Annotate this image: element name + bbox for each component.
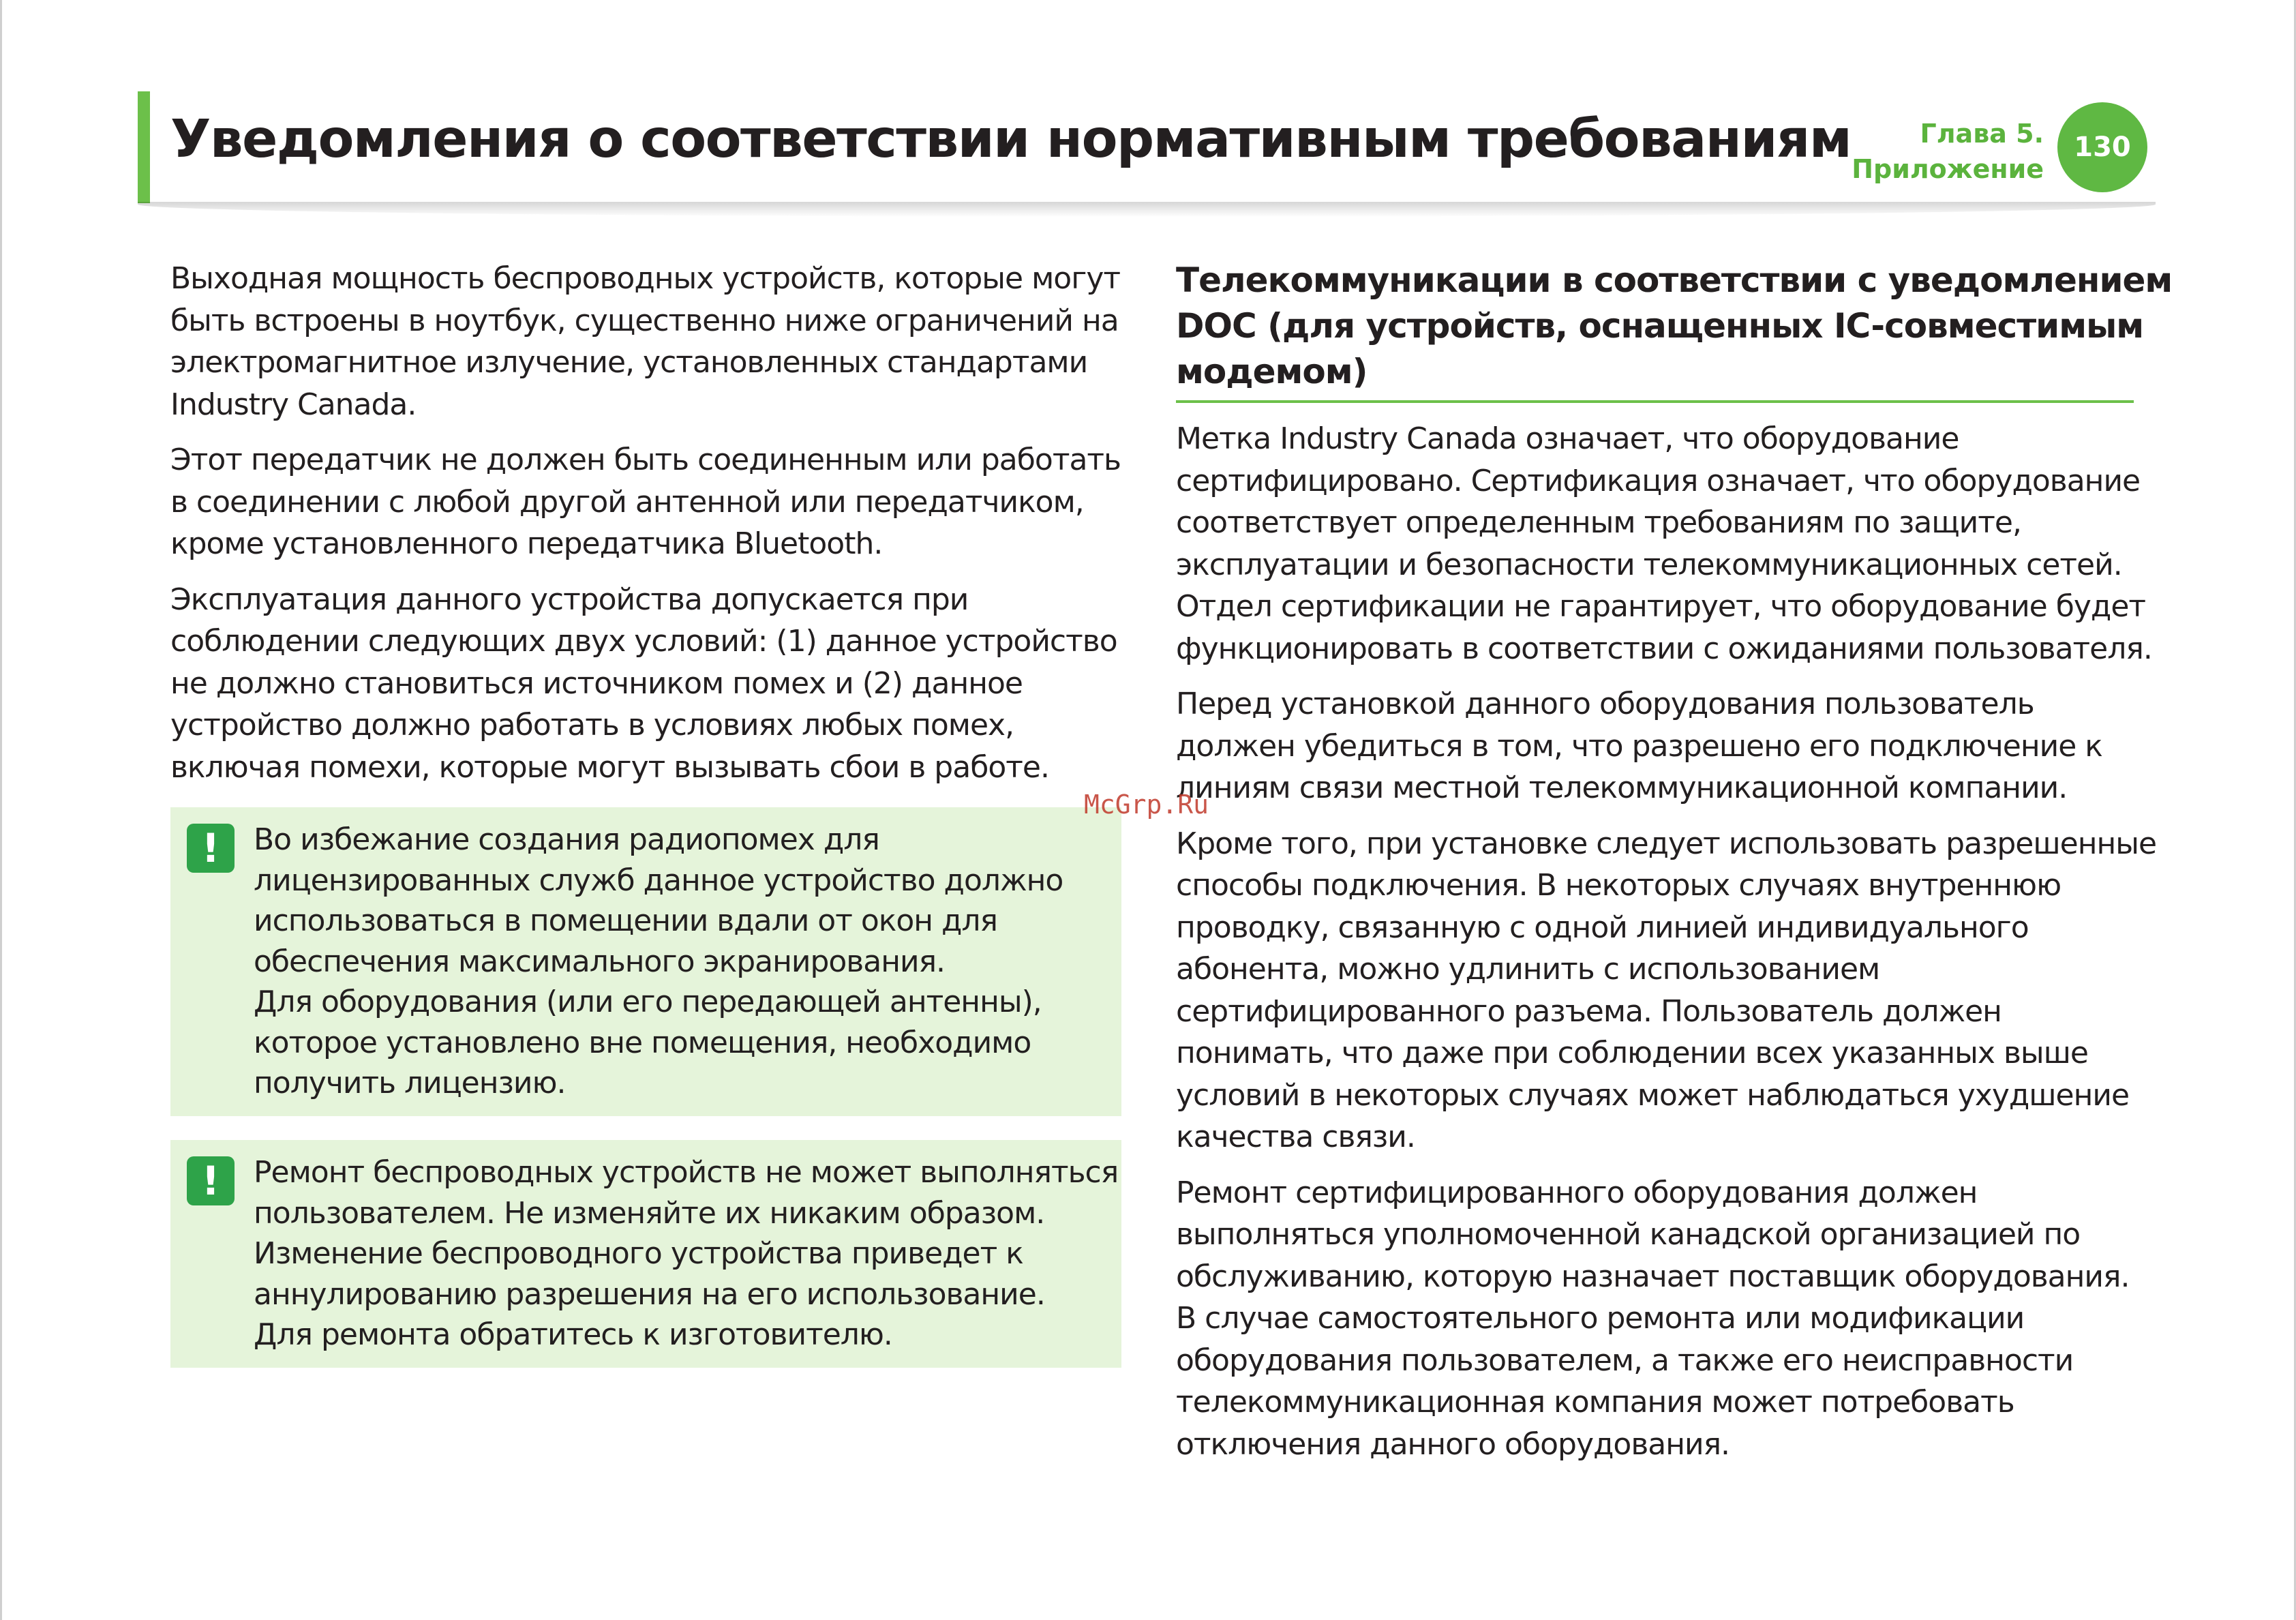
text-line: функционировать в соответствии с ожиданиями пользователя. xyxy=(1176,631,2152,666)
text-line: Телекоммуникации в соответствии с уведомлением xyxy=(1176,260,2173,300)
text-line: Для оборудования (или его передающей антенны), xyxy=(254,985,1042,1019)
text-line: обеспечения максимального экранирования. xyxy=(254,944,946,979)
text-line: понимать, что даже при соблюдении всех указанных выше xyxy=(1176,1036,2088,1070)
paragraph xyxy=(170,579,1125,789)
text-line: сертифицированного разъема. Пользователь должен xyxy=(1176,993,2002,1029)
text-line: Ремонт беспроводных устройств не может выполняться xyxy=(254,1155,1119,1190)
text-line: Эксплуатация данного устройства допускается при xyxy=(170,582,969,617)
text-line: Ремонт сертифицированного оборудования должен xyxy=(1176,1175,1978,1210)
text-line: сертифицировано. Сертификация означает, что оборудование xyxy=(1176,463,2141,498)
text-line: электромагнитное излучение, установленных стандартами xyxy=(170,345,1088,380)
text-line: Этот передатчик не должен быть соединенным или работать xyxy=(170,442,1121,477)
section-title xyxy=(1176,258,2173,403)
text-line: Industry Canada. xyxy=(170,387,417,422)
text-line: которое установлено вне помещения, необходимо xyxy=(254,1025,1031,1060)
exclamation-icon: ! xyxy=(187,824,235,873)
text-line: включая помехи, которые могут вызывать сбои в работе. xyxy=(170,749,1049,785)
paragraph xyxy=(1176,418,2152,670)
text-line: соответствует определенным требованиям по защите, xyxy=(1176,505,2021,540)
text-line: DOC (для устройств, оснащенных IC-совместимым xyxy=(1176,306,2144,346)
text-line: выполняться уполномоченной канадской организацией по xyxy=(1176,1217,2081,1252)
text-line: качества связи. xyxy=(1176,1120,1415,1154)
text-line: Отдел сертификации не гарантирует, что оборудование будет xyxy=(1176,589,2146,624)
text-line: использоваться в помещении вдали от окон для xyxy=(254,903,998,938)
text-line: проводку, связанную с одной линией индивидуального xyxy=(1176,910,2029,945)
warning-note xyxy=(170,1140,1121,1368)
text-line: Во избежание создания радиопомех для xyxy=(254,822,879,857)
text-line: в соединении с любой другой антенной или передатчиком, xyxy=(170,484,1084,520)
chapter-label xyxy=(1852,116,2044,187)
right-column xyxy=(1176,258,2173,1479)
paragraph xyxy=(1176,683,2134,809)
text-line: кроме установленного передатчика Bluetooth. xyxy=(170,526,883,561)
page-edge-left xyxy=(0,0,2,1620)
chapter-number: Глава 5. xyxy=(1920,119,2044,149)
text-line: Для ремонта обратитесь к изготовителю. xyxy=(254,1317,892,1352)
text-line: лицензированных служб данное устройство должно xyxy=(254,862,1063,898)
text-line: Кроме того, при установке следует использовать разрешенные xyxy=(1176,826,2157,861)
page-number-badge: 130 xyxy=(2057,102,2147,192)
text-line: получить лицензию. xyxy=(254,1066,566,1100)
left-column xyxy=(170,258,1125,802)
header-accent-bar xyxy=(138,91,150,203)
text-line: соблюдении следующих двух условий: (1) данное устройство xyxy=(170,624,1117,659)
paragraph xyxy=(1176,1172,2134,1466)
text-line: аннулированию разрешения на его использование. xyxy=(254,1276,1045,1312)
paragraph xyxy=(170,439,1125,565)
text-line: абонента, можно удлинить с использованием xyxy=(1176,952,1880,987)
note-text xyxy=(254,1152,1119,1355)
text-line: оборудования пользователем, а также его неисправности xyxy=(1176,1342,2074,1378)
text-line: отключения данного оборудования. xyxy=(1176,1426,1730,1462)
exclamation-icon: ! xyxy=(187,1156,235,1205)
text-line: устройство должно работать в условиях любых помех, xyxy=(170,708,1014,742)
text-line: должен убедиться в том, что разрешено его подключение к xyxy=(1176,728,2102,764)
text-line: пользователем. Не изменяйте их никаким образом. xyxy=(254,1195,1045,1231)
chapter-name: Приложение xyxy=(1852,154,2044,184)
text-line: эксплуатации и безопасности телекоммуникационных сетей. xyxy=(1176,547,2122,582)
text-line: В случае самостоятельного ремонта или модификации xyxy=(1176,1301,2025,1336)
text-line: не должно становиться источником помех и (2) данное xyxy=(170,665,1023,701)
text-line: условий в некоторых случаях может наблюдаться ухудшение xyxy=(1176,1077,2130,1113)
paragraph xyxy=(1176,823,2157,1158)
text-line: обслуживанию, которую назначает поставщик оборудования. xyxy=(1176,1259,2130,1294)
watermark: McGrp.Ru xyxy=(1084,790,1209,820)
text-line: Изменение беспроводного устройства приведет к xyxy=(254,1236,1023,1271)
text-line: телекоммуникационная компания может потребовать xyxy=(1176,1385,2014,1420)
text-line: Метка Industry Canada означает, что оборудование xyxy=(1176,421,1959,456)
header-divider xyxy=(138,202,2156,217)
note-text xyxy=(254,820,1108,1104)
text-line: Выходная мощность беспроводных устройств, которые могут xyxy=(170,261,1121,296)
text-line: модемом) xyxy=(1176,352,1368,391)
paragraph xyxy=(170,258,1125,425)
warning-note xyxy=(170,807,1121,1116)
text-line: способы подключения. В некоторых случаях внутреннюю xyxy=(1176,868,2061,903)
text-line: линиям связи местной телекоммуникационной компании. xyxy=(1176,770,2068,805)
page-title: Уведомления о соответствии нормативным требованиям xyxy=(170,109,1852,170)
text-line: Перед установкой данного оборудования пользователь xyxy=(1176,687,2034,721)
text-line: быть встроены в ноутбук, существенно ниже ограничений на xyxy=(170,303,1119,338)
